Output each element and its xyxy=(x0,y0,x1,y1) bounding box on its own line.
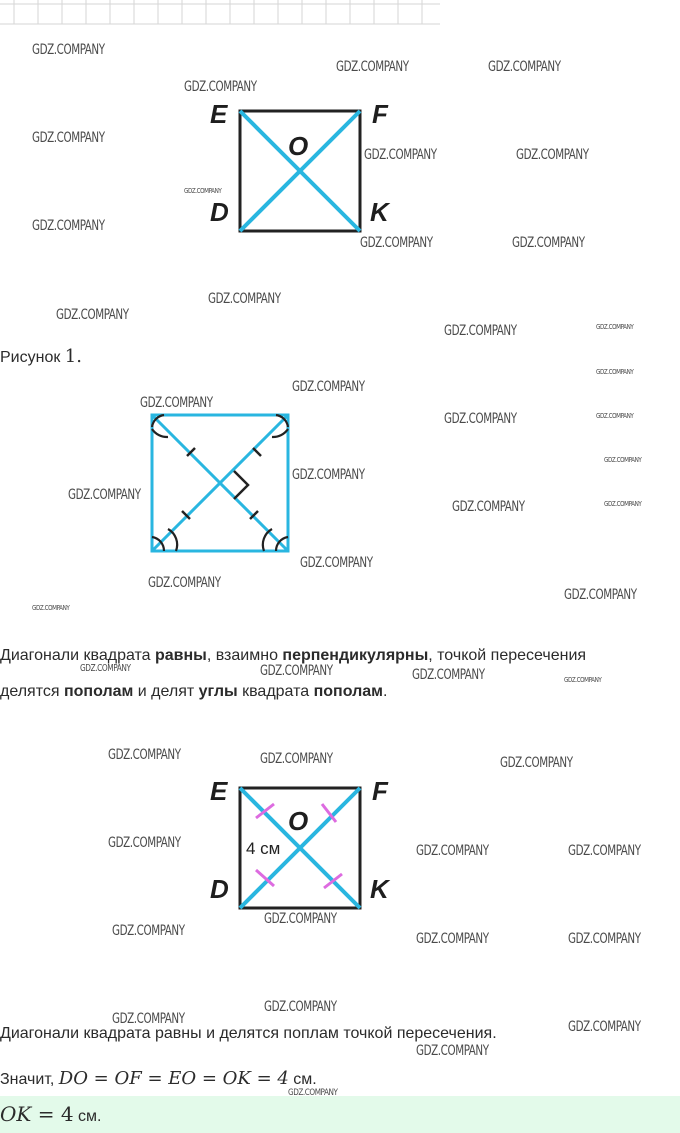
watermark: GDZ.COMPANY xyxy=(112,923,185,939)
watermark: GDZ.COMPANY xyxy=(32,42,105,58)
vertex-e: E xyxy=(210,99,228,129)
watermark: GDZ.COMPANY xyxy=(260,751,333,767)
watermark: GDZ.COMPANY xyxy=(264,999,337,1015)
watermark: GDZ.COMPANY xyxy=(416,931,489,947)
property-line-1: Диагонали квадрата равны, взаимно перпендикулярны, точкой пересечения xyxy=(0,647,587,664)
watermark: GDZ.COMPANY xyxy=(32,130,105,146)
center-o: O xyxy=(288,131,309,161)
watermark: GDZ.COMPANY xyxy=(452,499,525,515)
watermark: GDZ.COMPANY xyxy=(444,323,517,339)
watermark: GDZ.COMPANY xyxy=(412,667,485,683)
center-o: O xyxy=(288,806,309,836)
watermark: GDZ.COMPANY xyxy=(336,59,409,75)
watermark: GDZ.COMPANY xyxy=(80,663,131,674)
vertex-f: F xyxy=(372,99,388,129)
watermark: GDZ.COMPANY xyxy=(416,1043,489,1059)
explanation-text: Диагонали квадрата равны и делятся поплам точкой пересечения. xyxy=(0,1025,497,1042)
watermark: GDZ.COMPANY xyxy=(596,323,634,331)
watermark: GDZ.COMPANY xyxy=(56,307,129,323)
watermark: GDZ.COMPANY xyxy=(488,59,561,75)
watermark: GDZ.COMPANY xyxy=(512,235,585,251)
answer-box xyxy=(0,1096,680,1133)
watermark: GDZ.COMPANY xyxy=(516,147,589,163)
watermark: GDZ.COMPANY xyxy=(444,411,517,427)
watermark: GDZ.COMPANY xyxy=(148,575,221,591)
watermark: GDZ.COMPANY xyxy=(596,412,634,420)
watermark: GDZ.COMPANY xyxy=(108,747,181,763)
vertex-e: E xyxy=(210,776,228,806)
figure3-square-diagram xyxy=(200,772,400,922)
vertex-f: F xyxy=(372,776,388,806)
watermark: GDZ.COMPANY xyxy=(260,663,333,679)
watermark: GDZ.COMPANY xyxy=(292,379,365,395)
right-angle-mark xyxy=(234,471,248,499)
watermark: GDZ.COMPANY xyxy=(360,235,433,251)
measure-label: 4 см xyxy=(246,839,281,858)
watermark: GDZ.COMPANY xyxy=(32,218,105,234)
watermark: GDZ.COMPANY xyxy=(300,555,373,571)
watermark: GDZ.COMPANY xyxy=(596,368,634,376)
watermark: GDZ.COMPANY xyxy=(68,487,141,503)
watermark: GDZ.COMPANY xyxy=(564,587,637,603)
watermark: GDZ.COMPANY xyxy=(364,147,437,163)
watermark: GDZ.COMPANY xyxy=(568,931,641,947)
watermark: GDZ.COMPANY xyxy=(264,911,337,927)
watermark: GDZ.COMPANY xyxy=(564,676,602,684)
watermark: GDZ.COMPANY xyxy=(184,79,257,95)
watermark: GDZ.COMPANY xyxy=(32,604,70,612)
watermark: GDZ.COMPANY xyxy=(568,1019,641,1035)
vertex-k: K xyxy=(370,197,389,227)
watermark: GDZ.COMPANY xyxy=(292,467,365,483)
watermark: GDZ.COMPANY xyxy=(604,500,642,508)
figure2-property-diagram xyxy=(140,405,305,560)
figure1-square-diagram xyxy=(200,95,400,245)
watermark: GDZ.COMPANY xyxy=(416,843,489,859)
conclusion-line: Значит, DO = OF = EO = OK = 4 см. xyxy=(0,1068,317,1089)
notebook-grid-strip xyxy=(0,0,440,28)
figure1-caption: Рисунок 1. xyxy=(0,346,82,367)
watermark: GDZ.COMPANY xyxy=(500,755,573,771)
watermark: GDZ.COMPANY xyxy=(568,843,641,859)
watermark: GDZ.COMPANY xyxy=(208,291,281,307)
watermark: GDZ.COMPANY xyxy=(112,1011,185,1027)
watermark: GDZ.COMPANY xyxy=(108,835,181,851)
watermark: GDZ.COMPANY xyxy=(140,395,213,411)
watermark: GDZ.COMPANY xyxy=(604,456,642,464)
vertex-k: K xyxy=(370,874,389,904)
watermark: GDZ.COMPANY xyxy=(184,187,222,195)
vertex-d: D xyxy=(210,197,229,227)
answer-line: OK = 4 см. xyxy=(0,1102,102,1126)
property-line-2: делятся пополам и делят углы квадрата пополам. xyxy=(0,683,388,700)
watermark: GDZ.COMPANY xyxy=(288,1088,338,1098)
vertex-d: D xyxy=(210,874,229,904)
